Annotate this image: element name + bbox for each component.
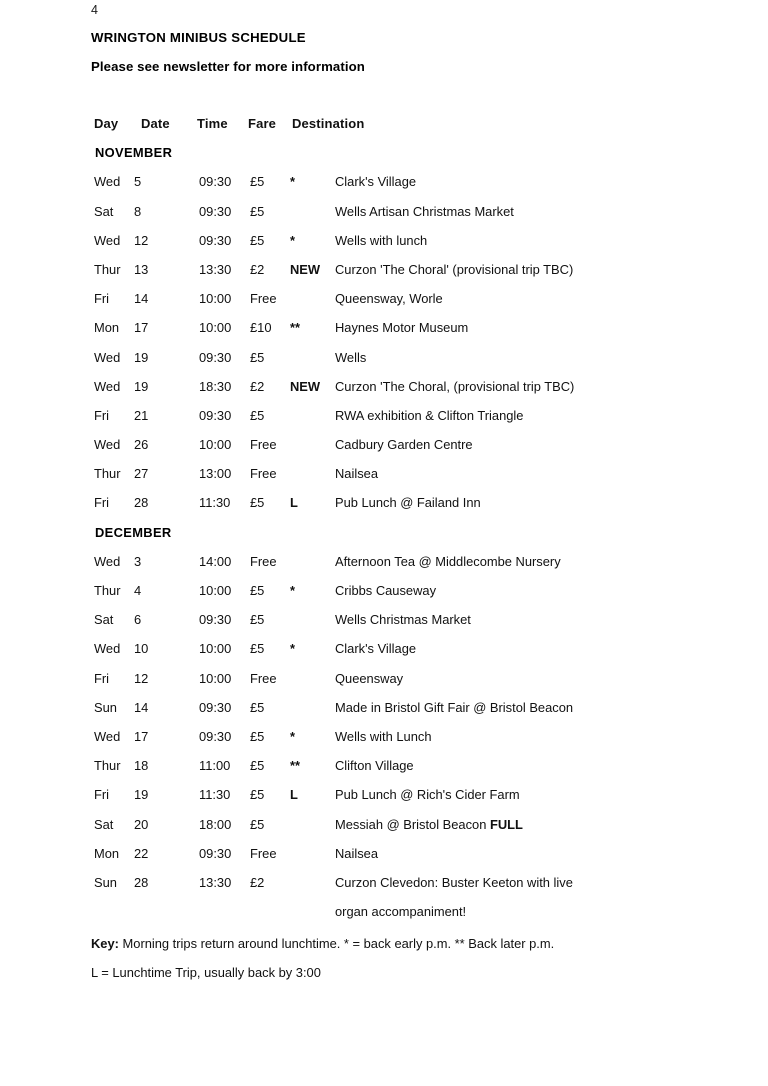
cell-date: 14 (134, 291, 149, 307)
section-month-label: DECEMBER (95, 524, 172, 540)
cell-fare: Free (250, 845, 277, 861)
cell-time: 13:30 (199, 874, 232, 890)
cell-fare: £5 (250, 787, 265, 803)
table-row (0, 873, 768, 931)
cell-destination: Curzon 'The Choral' (provisional trip TBC) (335, 261, 574, 277)
cell-note-marker: * (290, 583, 296, 598)
key-line-1 (91, 929, 691, 958)
schedule-table (0, 114, 768, 931)
cell-day: Thur (94, 466, 121, 482)
cell-note-marker: NEW (290, 378, 321, 394)
cell-day: Wed (94, 349, 121, 365)
cell-time: 09:30 (199, 349, 232, 365)
cell-destination: Cribbs Causeway (335, 583, 437, 598)
cell-fare: £5 (250, 232, 265, 248)
cell-day: Thur (94, 758, 121, 774)
cell-time: 10:00 (199, 641, 232, 657)
cell-fare: Free (250, 437, 277, 453)
cell-date: 12 (134, 670, 149, 686)
cell-destination: Nailsea (335, 466, 378, 482)
table-row (0, 348, 768, 377)
cell-day: Sun (94, 699, 117, 715)
table-row (0, 260, 768, 289)
cell-day: Mon (94, 845, 120, 861)
cell-fare: £5 (250, 612, 265, 628)
cell-date: 3 (134, 553, 142, 569)
cell-day: Wed (94, 174, 121, 190)
table-row (0, 610, 768, 639)
cell-day: Wed (94, 232, 121, 248)
table-row (0, 785, 768, 814)
page-number: 4 (91, 3, 98, 17)
cell-time: 09:30 (199, 174, 232, 190)
page-title: WRINGTON MINIBUS SCHEDULE (91, 30, 306, 45)
column-header-time: Time (197, 116, 228, 131)
cell-fare: £5 (250, 816, 265, 832)
cell-fare: Free (250, 466, 277, 482)
cell-destination: Nailsea (335, 845, 378, 861)
cell-date: 18 (134, 758, 149, 774)
cell-destination: Wells with lunch (335, 232, 428, 248)
table-row (0, 406, 768, 435)
cell-date: 21 (134, 407, 149, 423)
cell-day: Fri (94, 670, 110, 686)
table-row (0, 318, 768, 347)
cell-destination: Cadbury Garden Centre (335, 437, 473, 453)
cell-note-marker: L (290, 787, 298, 803)
cell-day: Mon (94, 320, 120, 336)
table-row (0, 377, 768, 406)
column-header-day: Day (94, 116, 119, 131)
cell-note-marker: * (290, 232, 296, 248)
cell-date: 6 (134, 612, 142, 628)
table-row (0, 756, 768, 785)
cell-date: 8 (134, 203, 142, 219)
cell-time: 11:30 (199, 787, 231, 803)
cell-time: 10:00 (199, 291, 232, 307)
cell-destination: Clifton Village (335, 758, 414, 774)
cell-time: 09:30 (199, 232, 232, 248)
cell-date: 5 (134, 174, 142, 190)
cell-time: 14:00 (199, 553, 232, 569)
cell-fare: £10 (250, 320, 272, 336)
cell-day: Fri (94, 407, 110, 423)
cell-destination: Curzon 'The Choral, (provisional trip TBC) (335, 378, 575, 394)
cell-destination: Afternoon Tea @ Middlecombe Nursery (335, 553, 561, 569)
cell-destination: Wells Artisan Christmas Market (335, 203, 514, 219)
cell-time: 13:00 (199, 466, 232, 482)
cell-date: 28 (134, 874, 149, 890)
cell-fare: Free (250, 291, 277, 307)
cell-time: 11:30 (199, 495, 231, 511)
column-header-destination: Destination (292, 116, 365, 131)
cell-fare: £5 (250, 174, 265, 190)
cell-destination: Queensway, Worle (335, 291, 443, 307)
section-header-row (0, 523, 768, 552)
cell-time: 09:30 (199, 728, 232, 744)
cell-date: 17 (134, 320, 149, 336)
table-body (0, 143, 768, 931)
cell-destination: Clark's Village (335, 641, 417, 657)
cell-date: 28 (134, 495, 149, 511)
cell-fare: £5 (250, 407, 265, 423)
column-header-date: Date (141, 116, 170, 131)
cell-note-marker: ** (290, 758, 301, 774)
table-row (0, 698, 768, 727)
cell-fare: £2 (250, 874, 265, 890)
table-row (0, 289, 768, 318)
cell-date: 19 (134, 349, 149, 365)
cell-destination: Wells with Lunch (335, 728, 432, 744)
cell-time: 09:30 (199, 203, 232, 219)
cell-destination: Queensway (335, 670, 404, 686)
cell-date: 22 (134, 845, 149, 861)
table-row (0, 202, 768, 231)
cell-destination: RWA exhibition & Clifton Triangle (335, 407, 524, 423)
section-month-label: NOVEMBER (95, 145, 173, 161)
table-row (0, 581, 768, 610)
cell-date: 13 (134, 261, 149, 277)
cell-date: 27 (134, 466, 149, 482)
table-row (0, 464, 768, 493)
table-row (0, 727, 768, 756)
cell-date: 19 (134, 378, 149, 394)
table-row (0, 639, 768, 668)
cell-day: Sat (94, 816, 114, 832)
section-header-row (0, 143, 768, 172)
cell-fare: Free (250, 670, 277, 686)
cell-day: Wed (94, 641, 121, 657)
cell-date: 17 (134, 728, 149, 744)
cell-destination: Made in Bristol Gift Fair @ Bristol Beacon (335, 699, 574, 715)
table-row (0, 172, 768, 201)
cell-day: Thur (94, 261, 121, 277)
cell-date: 26 (134, 437, 149, 453)
cell-day: Wed (94, 378, 121, 394)
cell-fare: £5 (250, 728, 265, 744)
cell-fare: £5 (250, 349, 265, 365)
cell-destination: Pub Lunch @ Rich's Cider Farm (335, 787, 520, 803)
page-subtitle: Please see newsletter for more information (91, 59, 365, 74)
table-header-row (0, 114, 768, 143)
cell-fare: £2 (250, 261, 265, 277)
cell-date: 14 (134, 699, 149, 715)
cell-time: 18:00 (199, 816, 232, 832)
cell-fare: £5 (250, 758, 265, 774)
cell-time: 09:30 (199, 845, 232, 861)
cell-destination: Haynes Motor Museum (335, 320, 469, 336)
key-label: Key: (91, 936, 119, 951)
cell-date: 10 (134, 641, 149, 657)
cell-destination: Pub Lunch @ Failand Inn (335, 495, 481, 511)
cell-time: 09:30 (199, 699, 232, 715)
cell-note-marker: NEW (290, 261, 321, 277)
cell-day: Fri (94, 291, 110, 307)
cell-fare: £5 (250, 583, 265, 598)
cell-destination: Clark's Village (335, 174, 417, 190)
cell-date: 12 (134, 232, 149, 248)
cell-fare: £5 (250, 641, 265, 657)
cell-note-marker: * (290, 728, 296, 744)
cell-time: 18:30 (199, 378, 232, 394)
cell-date: 4 (134, 583, 142, 598)
key-text-1: Morning trips return around lunchtime. * = back early p.m. ** Back later p.m. (118, 936, 555, 951)
key-line-2: L = Lunchtime Trip, usually back by 3:00 (91, 965, 321, 980)
cell-destination-wrap: organ accompaniment! (335, 904, 467, 920)
cell-date: 19 (134, 787, 149, 803)
column-header-fare: Fare (248, 116, 277, 131)
cell-time: 10:00 (199, 583, 232, 598)
destination-status-tag: FULL (489, 816, 523, 832)
cell-fare: £5 (250, 699, 265, 715)
cell-day: Wed (94, 553, 121, 569)
cell-note-marker: * (290, 174, 296, 190)
cell-day: Fri (94, 787, 110, 803)
cell-day: Thur (94, 583, 121, 598)
cell-fare: £5 (250, 495, 265, 511)
table-row (0, 552, 768, 581)
cell-destination: Wells (335, 349, 367, 365)
table-row (0, 844, 768, 873)
cell-time: 11:00 (199, 758, 231, 774)
cell-time: 10:00 (199, 670, 232, 686)
table-row (0, 669, 768, 698)
table-row (0, 231, 768, 260)
cell-destination: Wells Christmas Market (335, 612, 471, 628)
table-row (0, 435, 768, 464)
cell-date: 20 (134, 816, 149, 832)
key-footer (91, 929, 691, 987)
cell-day: Sat (94, 203, 114, 219)
cell-time: 10:00 (199, 437, 232, 453)
cell-day: Fri (94, 495, 110, 511)
cell-time: 13:30 (199, 261, 232, 277)
cell-time: 10:00 (199, 320, 232, 336)
table-row (0, 815, 768, 844)
cell-fare: £2 (250, 378, 265, 394)
cell-fare: Free (250, 553, 277, 569)
cell-destination: Messiah @ Bristol Beacon FULL (335, 816, 523, 832)
cell-time: 09:30 (199, 612, 232, 628)
cell-day: Wed (94, 728, 121, 744)
cell-time: 09:30 (199, 407, 232, 423)
cell-destination: Curzon Clevedon: Buster Keeton with live (335, 874, 573, 890)
cell-note-marker: ** (290, 320, 301, 336)
cell-day: Wed (94, 437, 121, 453)
cell-day: Sun (94, 874, 117, 890)
cell-fare: £5 (250, 203, 265, 219)
cell-note-marker: * (290, 641, 296, 657)
table-row (0, 493, 768, 522)
cell-note-marker: L (290, 495, 298, 511)
cell-day: Sat (94, 612, 114, 628)
